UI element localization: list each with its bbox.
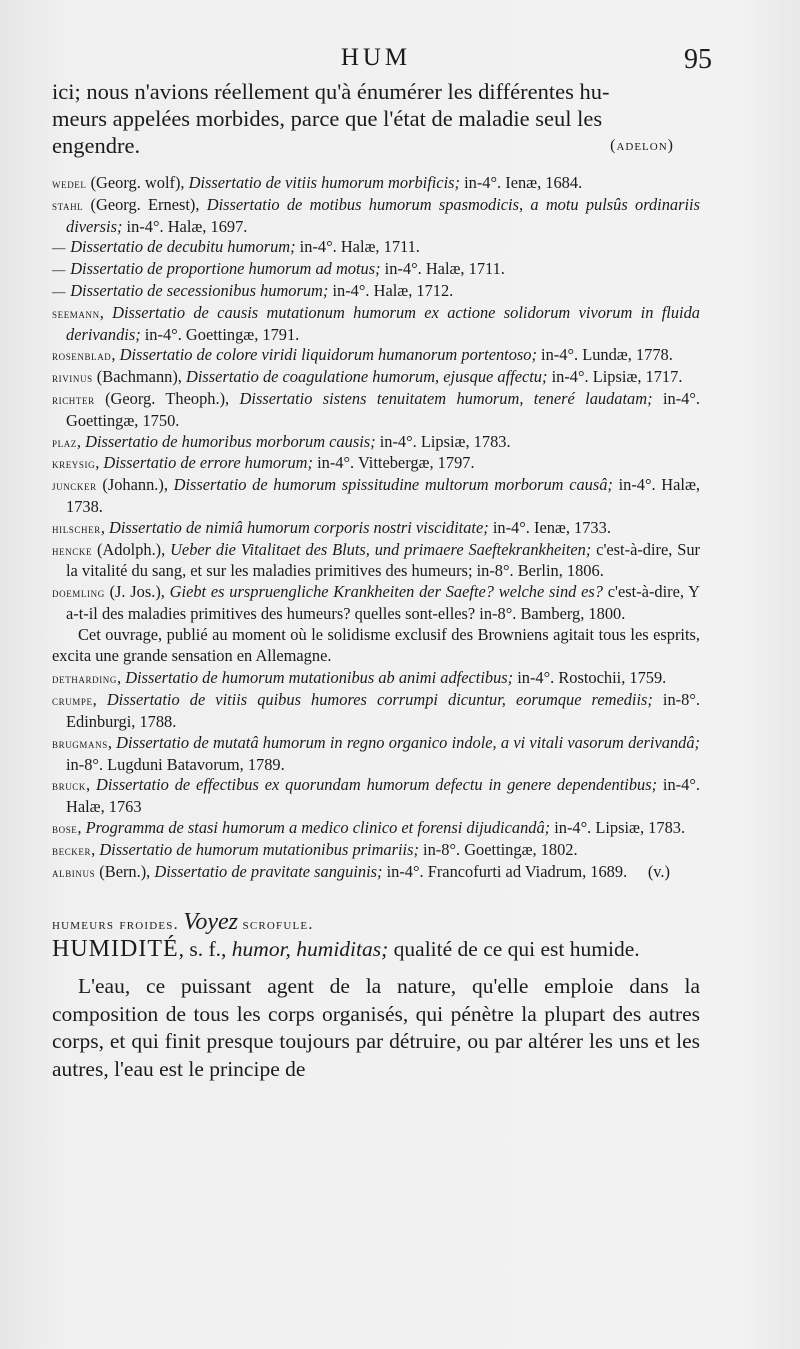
intro-line: ici; nous n'avions réellement qu'à énumérer les différentes hu- xyxy=(52,79,610,104)
running-head: HUM xyxy=(340,44,412,71)
entry-author: — xyxy=(52,262,67,278)
entry-title: Dissertatio de colore viridi liquidorum humanorum portentoso; xyxy=(119,345,537,365)
entry-title: Dissertatio de humorum mutationibus primariis; xyxy=(99,839,419,859)
entry-details: , xyxy=(86,775,96,795)
entry-grammar: , s. f., xyxy=(178,937,232,962)
entry-details: , xyxy=(117,668,126,688)
entry-imprint: in-4°. Lipsiæ, 1783. xyxy=(375,431,511,451)
entry-imprint: in-4°. Halæ, 1697. xyxy=(122,216,248,236)
entry-title: Dissertatio de humoribus morborum causis; xyxy=(85,431,376,451)
bibliography-entry xyxy=(52,690,700,733)
entry-title: Dissertatio de mutatâ humorum in regno organico indole, a vi vitali vasorum derivandâ; xyxy=(116,732,700,752)
entry-details: , xyxy=(95,453,104,473)
bibliography-entry xyxy=(52,582,700,625)
entry-title: Dissertatio de errore humorum; xyxy=(103,453,313,473)
entry-imprint: in-4°. Lipsiæ, 1783. xyxy=(550,817,686,837)
body-paragraph: L'eau, ce puissant agent de la nature, qu'elle emploie dans la composition de tous les corps organisés, qui pénètre la plupart des autres corps, et qui finit presque toujours par détruire, ou par altérer les uns et les autres, l'eau est le principe de xyxy=(52,974,700,1081)
entry-details: , xyxy=(92,690,107,710)
crossref-target: scrofule. xyxy=(242,916,314,934)
entry-imprint: in-4°. Halæ, 1711. xyxy=(380,259,505,279)
entry-details: (Bern.), xyxy=(95,861,155,881)
entry-imprint: in-4°. Halæ, 1763 xyxy=(66,775,700,817)
intro-last-line xyxy=(52,132,700,159)
entry-latin: humor, humiditas; xyxy=(231,937,389,962)
entry-author: plaz xyxy=(52,434,77,450)
entry-imprint: in-4°. Halæ, 1738. xyxy=(66,475,700,516)
entry-author: stahl xyxy=(52,197,84,213)
bibliography-entry xyxy=(52,818,700,840)
intro-paragraph xyxy=(52,78,700,159)
dictionary-entry xyxy=(52,936,700,963)
entry-author: hencke xyxy=(52,542,93,558)
entry-details: (Georg. Theoph.), xyxy=(94,388,240,408)
entry-title: Dissertatio de effectibus ex quorundam humorum defectu in genere dependentibus; xyxy=(95,775,658,795)
bibliography-list xyxy=(52,173,700,625)
entry-author: detharding xyxy=(52,671,117,687)
entry-imprint: in-4°. Halæ, 1712. xyxy=(328,280,454,300)
entry-imprint: in-4°. Vittebergæ, 1797. xyxy=(312,453,475,473)
entry-details: (Georg. Ernest), xyxy=(83,194,207,214)
entry-details: , xyxy=(76,431,86,451)
bibliography-entry xyxy=(52,259,700,281)
entry-details: (Bachmann), xyxy=(92,367,187,387)
entry-author: — xyxy=(52,283,67,299)
entry-imprint: c'est-à-dire, Sur la vitalité du sang, et sur les maladies primitives des humeurs; in-8°. Berlin, 1806. xyxy=(66,539,700,581)
intro-line: engendre. xyxy=(52,133,141,158)
bibliography-entry xyxy=(52,281,700,303)
entry-title: Dissertatio de vitiis humorum morbificis; xyxy=(188,173,460,192)
bibliography-note: Cet ouvrage, publié au moment où le solidisme exclusif des Browniens agitait tous les esprits, excita une grande sensation en Allemagne. xyxy=(52,624,700,665)
entry-author: bruck xyxy=(52,778,87,794)
bibliography-entry xyxy=(52,345,700,367)
entry-details: , xyxy=(91,839,100,859)
entry-definition: qualité de ce qui est humide. xyxy=(388,937,640,962)
entry-author: — xyxy=(52,240,67,256)
cross-reference xyxy=(52,909,700,936)
entry-imprint: c'est-à-dire, Y a-t-il des maladies primitives des humeurs? quelles sont-elles? in-8°. Bamberg, 1800. xyxy=(66,582,700,623)
bibliography-list-continued xyxy=(52,668,700,883)
entry-details: , xyxy=(99,302,113,322)
entry-imprint: in-4°. Halæ, 1711. xyxy=(295,237,420,257)
intro-line: meurs appelées morbides, parce que l'état de maladie seul les xyxy=(52,106,603,131)
entry-author: richter xyxy=(52,391,95,407)
entry-title: Dissertatio de pravitate sanguinis; xyxy=(154,861,383,881)
bibliography-entry xyxy=(52,195,700,238)
entry-author: rosenblad xyxy=(52,348,112,364)
bibliography-entry xyxy=(52,540,700,583)
entry-author: wedel xyxy=(52,176,87,191)
entry-title: Dissertatio sistens tenuitatem humorum, teneré laudatam; xyxy=(239,388,653,408)
entry-author: hilscher xyxy=(52,520,101,536)
entry-imprint: in-4°. Lundæ, 1778. xyxy=(536,345,673,365)
entry-author: crumpe xyxy=(52,693,93,709)
author-signature: (v.) xyxy=(647,861,670,881)
entry-title: Dissertatio de motibus humorum spasmodicis, a motu pulsûs ordinariis diversis; xyxy=(66,194,700,236)
entry-title: Dissertatio de coagulatione humorum, ejusque affectu; xyxy=(186,367,548,387)
entry-author: doemling xyxy=(52,585,105,601)
entry-imprint: in-4°. Lipsiæ, 1717. xyxy=(547,367,683,387)
entry-details: (Johann.), xyxy=(96,475,174,495)
crossref-voyez: Voyez xyxy=(183,909,238,936)
entry-author: albinus xyxy=(52,864,96,880)
entry-details: , xyxy=(77,817,86,837)
bibliography-entry xyxy=(52,733,700,776)
entry-imprint: in-8°. Lugduni Batavorum, 1789. xyxy=(66,754,285,774)
entry-details: (Adolph.), xyxy=(92,539,171,559)
entry-imprint: in-8°. Goettingæ, 1802. xyxy=(418,839,578,859)
entry-title: Dissertatio de decubitu humorum; xyxy=(70,237,296,257)
page-header xyxy=(52,44,712,78)
bibliography-entry xyxy=(52,432,700,454)
entry-details: , xyxy=(111,345,120,365)
entry-imprint: in-4°. Goettingæ, 1791. xyxy=(140,324,300,344)
entry-imprint: in-4°. Francofurti ad Viadrum, 1689. xyxy=(382,861,628,881)
entry-imprint: in-4°. Rostochii, 1759. xyxy=(513,668,667,688)
entry-author: rivinus xyxy=(52,370,93,386)
entry-author: seemann xyxy=(52,305,100,321)
entry-imprint: in-4°. Ienæ, 1684. xyxy=(459,173,583,192)
entry-imprint: in-8°. Edinburgi, 1788. xyxy=(66,690,700,731)
entry-title: Dissertatio de humorum mutationibus ab animi adfectibus; xyxy=(125,668,514,688)
entry-author: bose xyxy=(52,820,78,836)
entry-author: kreysig xyxy=(52,456,96,472)
entry-details: , xyxy=(100,517,110,537)
bibliography-entry xyxy=(52,389,700,432)
entry-title: Programma de stasi humorum a medico clinico et forensi dijudicandâ; xyxy=(85,817,551,837)
bibliography-entry xyxy=(52,475,700,518)
bibliography-entry xyxy=(52,173,700,195)
bibliography-entry xyxy=(52,668,700,690)
bibliography-entry xyxy=(52,840,700,862)
entry-title: Dissertatio de proportione humorum ad motus; xyxy=(70,259,381,279)
entry-imprint: in-4°. Goettingæ, 1750. xyxy=(66,388,700,430)
entry-author: brugmans xyxy=(52,735,108,751)
entry-details: (J. Jos.), xyxy=(104,582,170,602)
bibliography-entry xyxy=(52,862,700,884)
entry-title: Dissertatio de causis mutationum humorum ex actione solidorum vivorum in fluida derivandis; xyxy=(66,302,701,344)
entry-author: becker xyxy=(52,842,92,858)
entry-imprint: in-4°. Ienæ, 1733. xyxy=(488,517,611,537)
entry-title: Dissertatio de humorum spissitudine multorum morborum causâ; xyxy=(173,475,613,495)
entry-headword: HUMIDITÉ xyxy=(52,936,179,963)
bibliography-entry xyxy=(52,518,700,540)
entry-author: juncker xyxy=(52,478,97,494)
entry-details: , xyxy=(107,732,117,752)
entry-title: Ueber die Vitalitaet des Bluts, und primaere Saeftekrankheiten; xyxy=(170,539,592,559)
entry-title: Dissertatio de secessionibus humorum; xyxy=(70,280,329,300)
crossref-headword: humeurs froides. xyxy=(52,916,179,934)
entry-details: (Georg. wolf), xyxy=(86,173,189,192)
bibliography-entry xyxy=(52,237,700,259)
bibliography-entry xyxy=(52,367,700,389)
entry-title: Dissertatio de vitiis quibus humores corrumpi dicuntur, eorumque remediis; xyxy=(106,690,653,710)
bibliography-entry xyxy=(52,453,700,475)
entry-title: Giebt es urspruengliche Krankheiten der Saefte? welche sind es? xyxy=(169,582,603,602)
entry-title: Dissertatio de nimiâ humorum corporis nostri visciditate; xyxy=(109,517,489,537)
page-number: 95 xyxy=(684,44,712,75)
bibliography-entry xyxy=(52,775,700,818)
author-signature: (adelon) xyxy=(610,137,674,154)
bibliography-entry xyxy=(52,303,700,346)
